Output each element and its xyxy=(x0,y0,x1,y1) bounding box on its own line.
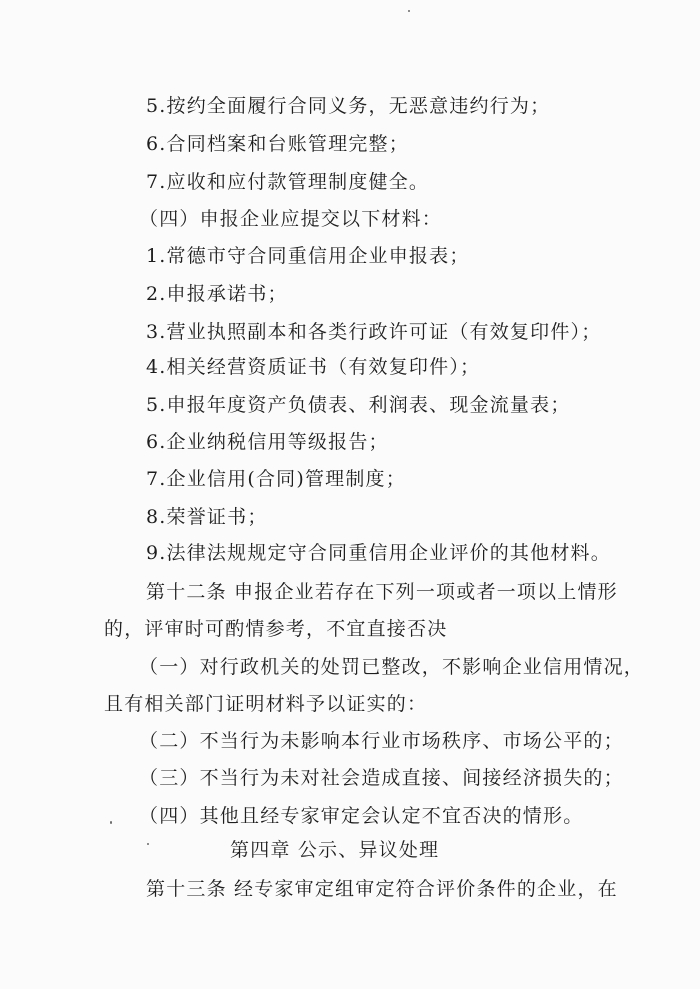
text-line: 4.相关经营资质证书（有效复印件）； xyxy=(146,356,481,378)
text-line: （四）其他且经专家审定会认定不宜否决的情形。 xyxy=(139,805,584,827)
text-line: 1.常德市守合同重信用企业申报表； xyxy=(146,245,470,267)
chapter-heading: 第四章 公示、异议处理 xyxy=(230,839,440,861)
text-line: （四）申报企业应提交以下材料： xyxy=(139,208,443,230)
text-line: 5.按约全面履行合同义务，无恶意违约行为； xyxy=(146,95,551,117)
text-line: 第十二条 申报企业若存在下列一项或者一项以上情形 xyxy=(146,581,618,603)
text-line: 7.应收和应付款管理制度健全。 xyxy=(146,171,430,193)
text-line: 且有相关部门证明材料予以证实的： xyxy=(104,693,428,715)
text-line: （一）对行政机关的处罚已整改，不影响企业信用情况， xyxy=(139,656,645,678)
text-line: 9.法律法规规定守合同重信用企业评价的其他材料。 xyxy=(146,542,611,564)
text-line: 6.企业纳税信用等级报告； xyxy=(146,431,389,453)
text-line: 7.企业信用(合同)管理制度； xyxy=(146,468,406,490)
text-line: 3.营业执照副本和各类行政许可证（有效复印件）； xyxy=(146,321,602,343)
text-line: 第十三条 经专家审定组审定符合评价条件的企业，在 xyxy=(146,878,618,900)
text-line: 8.荣誉证书； xyxy=(146,506,268,528)
scan-speck xyxy=(147,843,149,845)
text-line: 5.申报年度资产负债表、利润表、现金流量表； xyxy=(146,394,571,416)
scan-speck xyxy=(110,821,112,824)
scan-speck xyxy=(408,10,410,12)
text-line: （二）不当行为未影响本行业市场秩序、市场公平的； xyxy=(139,730,624,752)
text-line: 6.合同档案和台账管理完整； xyxy=(146,133,409,155)
text-line: 2.申报承诺书； xyxy=(146,283,288,305)
text-line: （三）不当行为未对社会造成直接、间接经济损失的； xyxy=(139,767,624,789)
text-line: 的，评审时可酌情参考，不宜直接否决 xyxy=(104,618,448,640)
